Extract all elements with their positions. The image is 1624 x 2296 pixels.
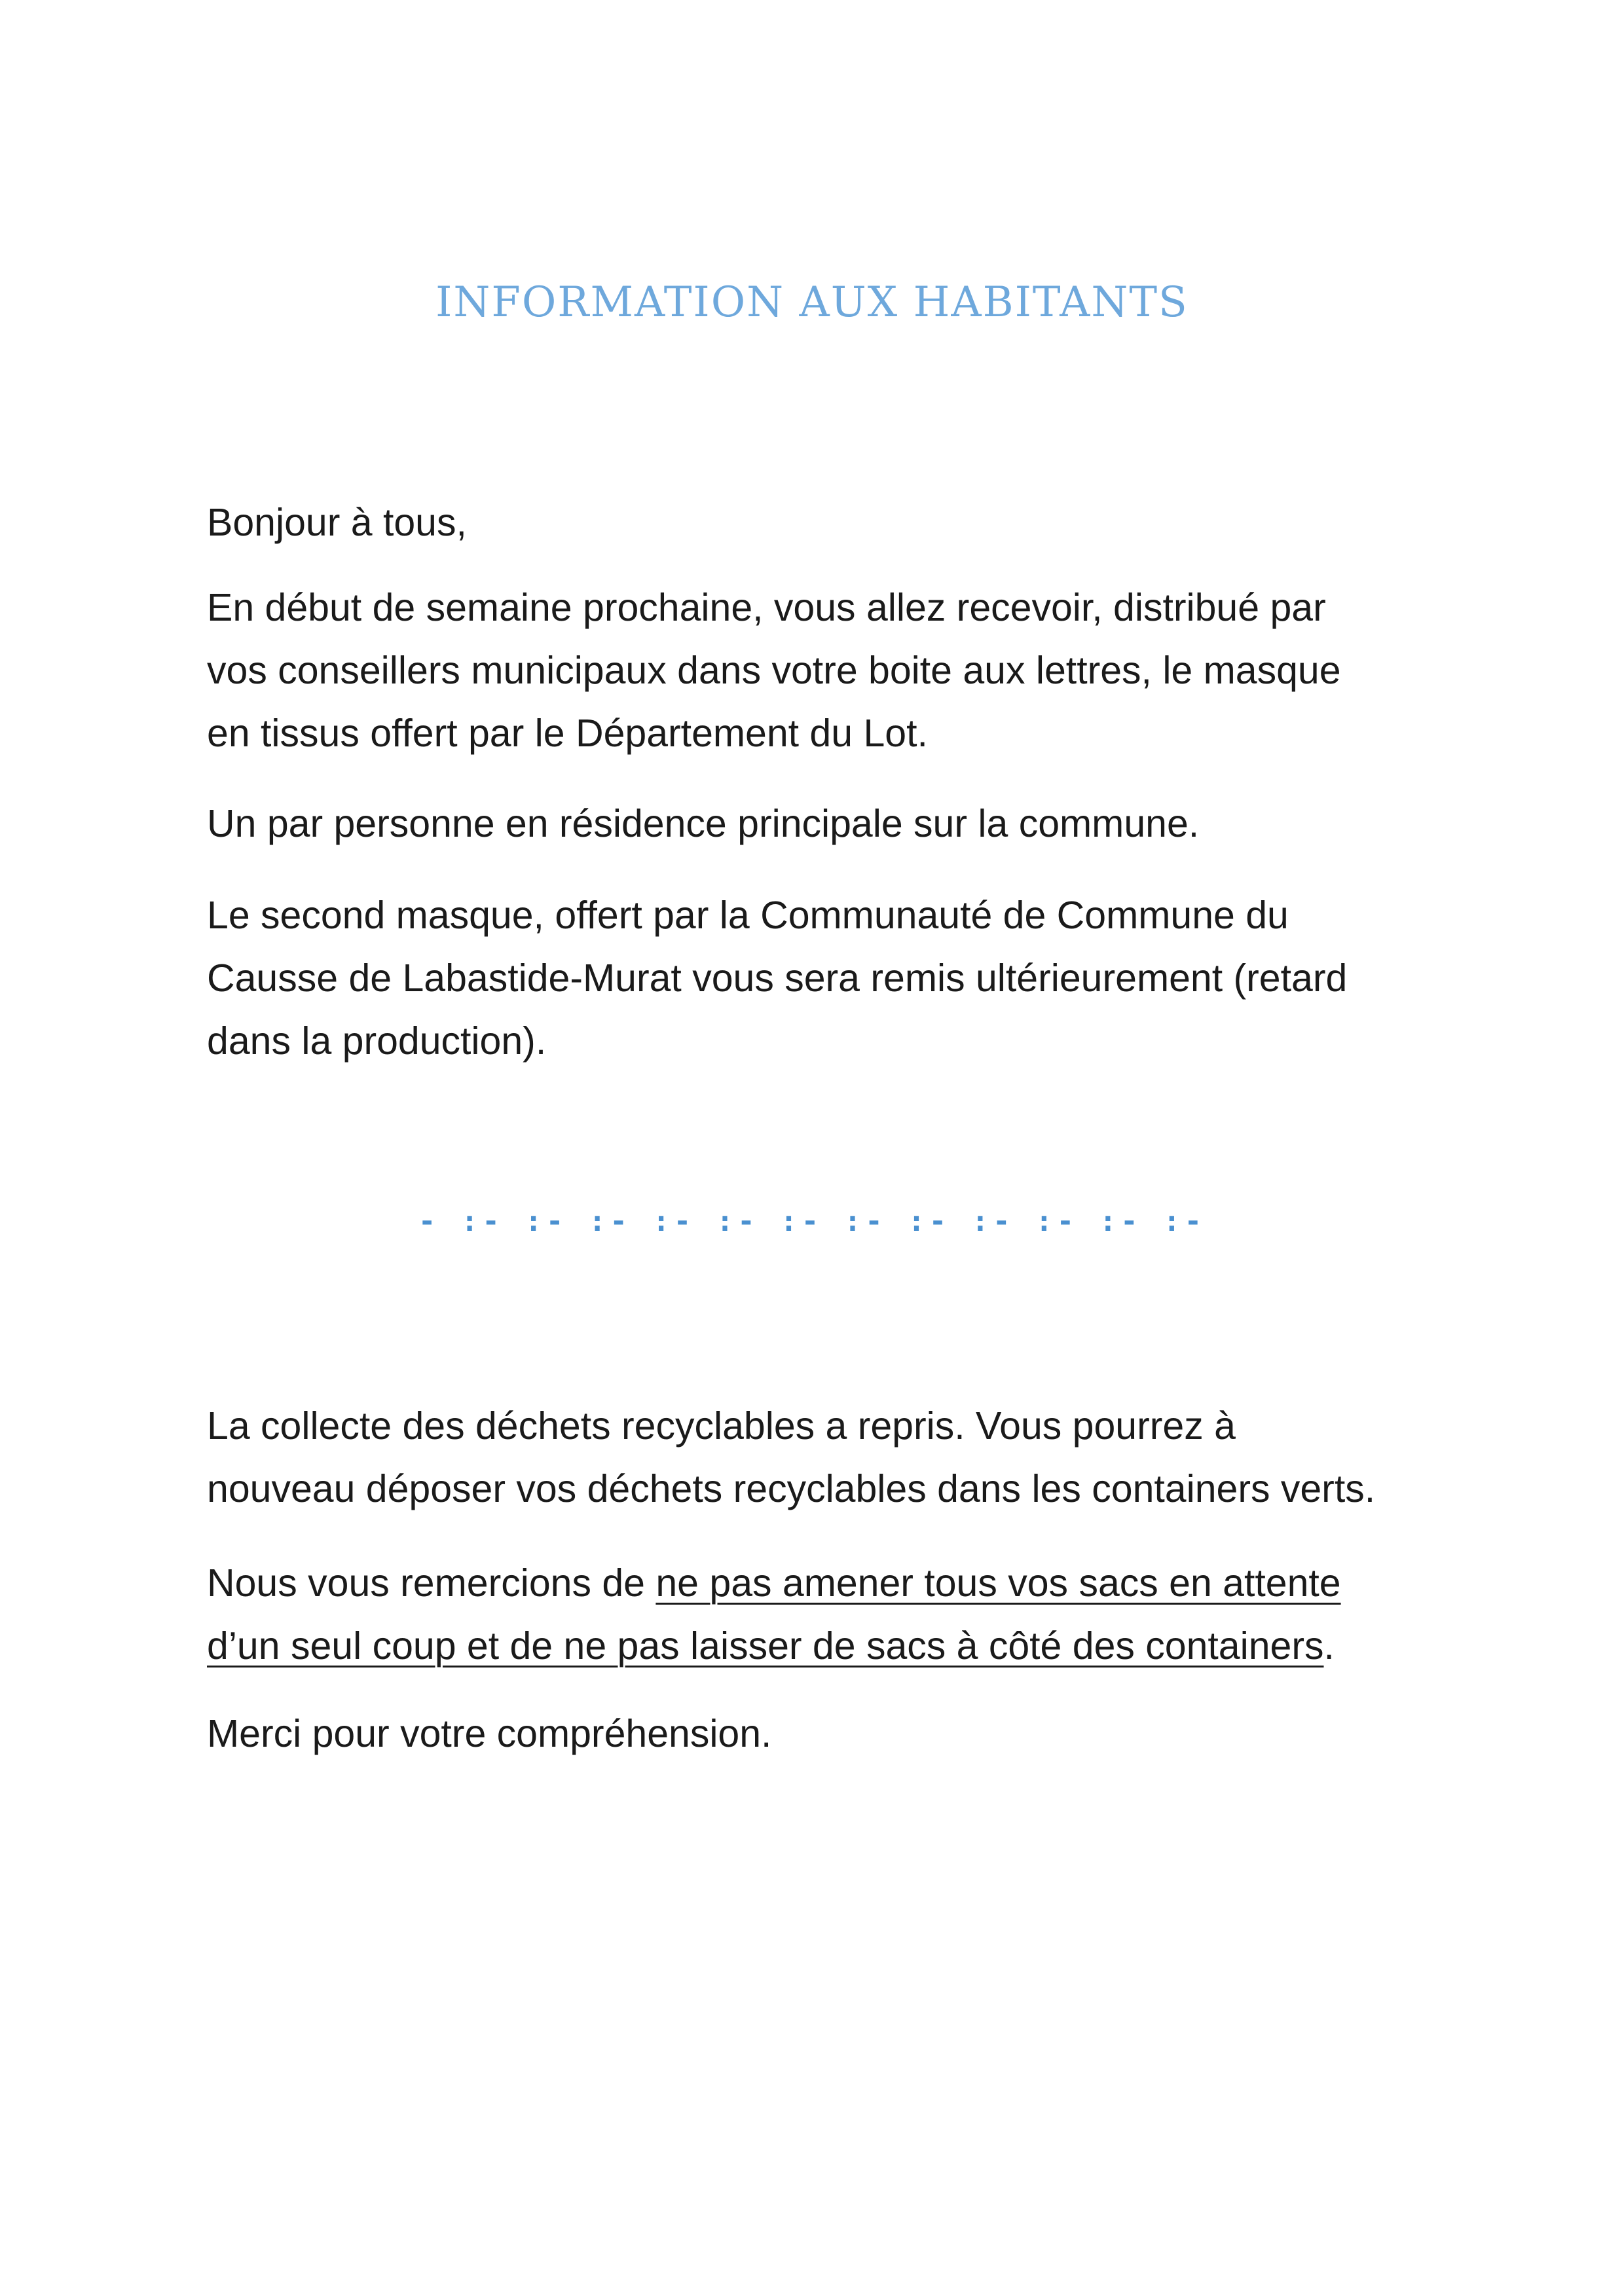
request-lead: Nous vous remercions de	[207, 1561, 656, 1605]
paragraph-line: En début de semaine prochaine, vous allez recevoir, distribué par	[207, 586, 1326, 629]
document-title: INFORMATION AUX HABITANTS	[435, 278, 1189, 327]
paragraph-second-mask	[207, 884, 1490, 1072]
greeting: Bonjour à tous,	[207, 501, 467, 544]
paragraph-line: vos conseillers municipaux dans votre boite aux lettres, le masque	[207, 649, 1341, 692]
paragraph-line: Causse de Labastide-Murat vous sera remis ultérieurement (retard	[207, 957, 1348, 1000]
paragraph-recycling	[207, 1394, 1490, 1520]
section-divider: - :- :- :- :- :- :- :- :- :- :- :- :-	[418, 1205, 1206, 1238]
paragraph-mask-distribution	[207, 576, 1490, 765]
paragraph-line: La collecte des déchets recyclables a repris. Vous pourrez à	[207, 1404, 1236, 1448]
paragraph-line	[207, 1614, 1490, 1677]
underlined-request-2: d’un seul coup et de ne pas laisser de sacs à côté des containers	[207, 1624, 1324, 1667]
underlined-request-1: ne pas amener tous vos sacs en attente	[655, 1561, 1341, 1605]
request-end: .	[1323, 1624, 1335, 1667]
paragraph-line: dans la production).	[207, 1019, 547, 1063]
paragraph-line: Le second masque, offert par la Communauté de Commune du	[207, 894, 1289, 937]
paragraph-bag-request	[207, 1552, 1490, 1677]
paragraph-line	[207, 1552, 1490, 1614]
paragraph-line: nouveau déposer vos déchets recyclables dans les containers verts.	[207, 1467, 1376, 1510]
paragraph-line: en tissus offert par le Département du Lot.	[207, 712, 928, 755]
closing-thanks: Merci pour votre compréhension.	[207, 1712, 772, 1755]
paragraph-one-per-person: Un par personne en résidence principale sur la commune.	[207, 802, 1200, 845]
